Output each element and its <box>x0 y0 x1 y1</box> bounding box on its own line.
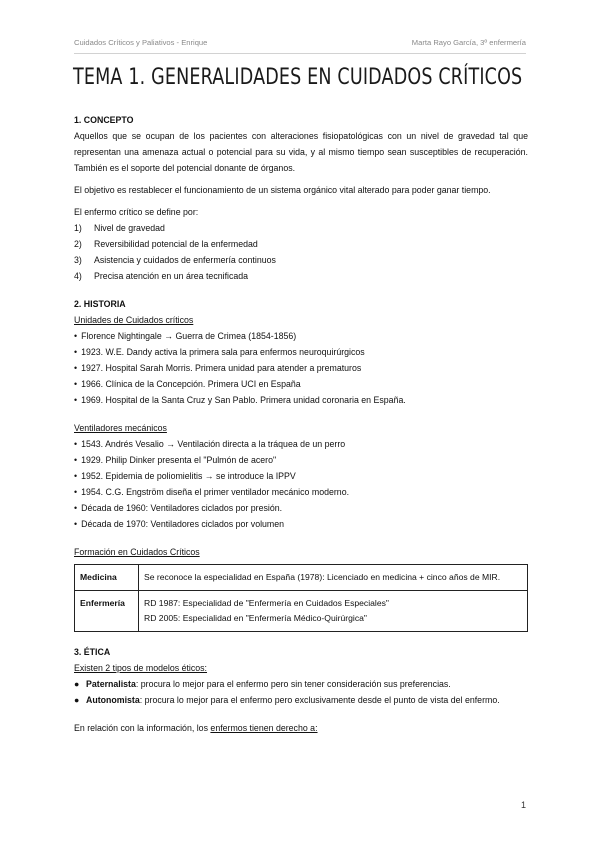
enfermo-critico-intro: El enfermo crítico se define por: <box>74 207 199 217</box>
ventiladores-list <box>74 436 528 532</box>
objetivo-paragraph: El objetivo es restablecer el funcionamiento de un sistema orgánico vital alterado para poder ganar tiempo. <box>74 185 491 195</box>
section-concepto-heading: 1. CONCEPTO <box>74 115 134 125</box>
list-item: • 1969. Hospital de la Santa Cruz y San Pablo. Primera unidad coronaria en España. <box>74 392 528 408</box>
page-header <box>74 38 526 47</box>
list-item: • 1923. W.E. Dandy activa la primera sala para enfermos neuroquirúrgicos <box>74 344 528 360</box>
table-row <box>75 565 528 591</box>
uci-subheading: Unidades de Cuidados críticos <box>74 315 194 325</box>
document-body <box>74 112 528 736</box>
list-item: • 1927. Hospital Sarah Morris. Primera unidad para atender a prematuros <box>74 360 528 376</box>
rd-2005: RD 2005: Especialidad en "Enfermería Médico-Quirúrgica" <box>144 613 367 623</box>
table-row <box>75 591 528 632</box>
formacion-table <box>74 564 528 632</box>
ventiladores-subheading: Ventiladores mecánicos <box>74 423 167 433</box>
table-cell-medicina-desc: Se reconoce la especialidad en España (1978): Licenciado en medicina + cinco años de MIR. <box>139 565 528 591</box>
header-author: Marta Rayo García, 3º enfermería <box>411 38 526 47</box>
list-item: 2) Reversibilidad potencial de la enfermedad <box>74 239 258 249</box>
list-item: 1) Nivel de gravedad <box>74 223 165 233</box>
list-item: • Florence Nightingale → Guerra de Crimea (1854-1856) <box>74 328 528 344</box>
list-item: ● Autonomista: procura lo mejor para el enfermo pero exclusivamente desde el punto de vista del enfermo. <box>74 695 500 705</box>
list-item: • 1966. Clínica de la Concepción. Primera UCI en España <box>74 376 528 392</box>
table-cell-enfermeria-desc <box>139 591 528 632</box>
list-item: • 1543. Andrés Vesalio → Ventilación directa a la tráquea de un perro <box>74 436 528 452</box>
enfermo-critico-list <box>74 220 528 284</box>
list-item: 3) Asistencia y cuidados de enfermería continuos <box>74 255 276 265</box>
informacion-paragraph: En relación con la información, los enfermos tienen derecho a: <box>74 723 318 733</box>
concepto-paragraph: Aquellos que se ocupan de los pacientes con alteraciones fisiopatológicas con un nivel de gravedad tal que representan una amenaza actual o potencial para su vida, y al mismo tiempo sean susceptibles de recuperación. También es el soporte del potencial donante de órganos. <box>74 131 528 173</box>
modelos-eticos-list <box>74 676 528 708</box>
modelos-eticos-subheading: Existen 2 tipos de modelos éticos: <box>74 663 208 673</box>
table-cell-enfermeria: Enfermería <box>75 591 139 632</box>
list-item: • 1952. Epidemia de poliomielitis → se introduce la IPPV <box>74 468 528 484</box>
page-number: 1 <box>520 800 526 810</box>
list-item: ● Paternalista: procura lo mejor para el enfermo pero sin tener consideración sus preferencias. <box>74 679 451 689</box>
list-item: • 1954. C.G. Engström diseña el primer ventilador mecánico moderno. <box>74 484 528 500</box>
uci-list <box>74 328 528 408</box>
list-item: 4) Precisa atención en un área tecnificada <box>74 271 249 281</box>
header-course: Cuidados Críticos y Paliativos - Enrique <box>74 38 208 47</box>
page-title: TEMA 1. GENERALIDADES EN CUIDADOS CRÍTICOS <box>73 64 523 90</box>
section-etica-heading: 3. ÉTICA <box>74 647 111 657</box>
section-historia-heading: 2. HISTORIA <box>74 299 126 309</box>
rd-1987: RD 1987: Especialidad de "Enfermería en Cuidados Especiales" <box>144 598 389 608</box>
formacion-subheading: Formación en Cuidados Críticos <box>74 547 200 557</box>
table-cell-medicina: Medicina <box>75 565 139 591</box>
header-divider <box>74 53 526 54</box>
list-item: • 1929. Philip Dinker presenta el "Pulmón de acero" <box>74 452 528 468</box>
list-item: • Década de 1960: Ventiladores ciclados por presión. <box>74 500 528 516</box>
list-item: • Década de 1970: Ventiladores ciclados por volumen <box>74 516 528 532</box>
